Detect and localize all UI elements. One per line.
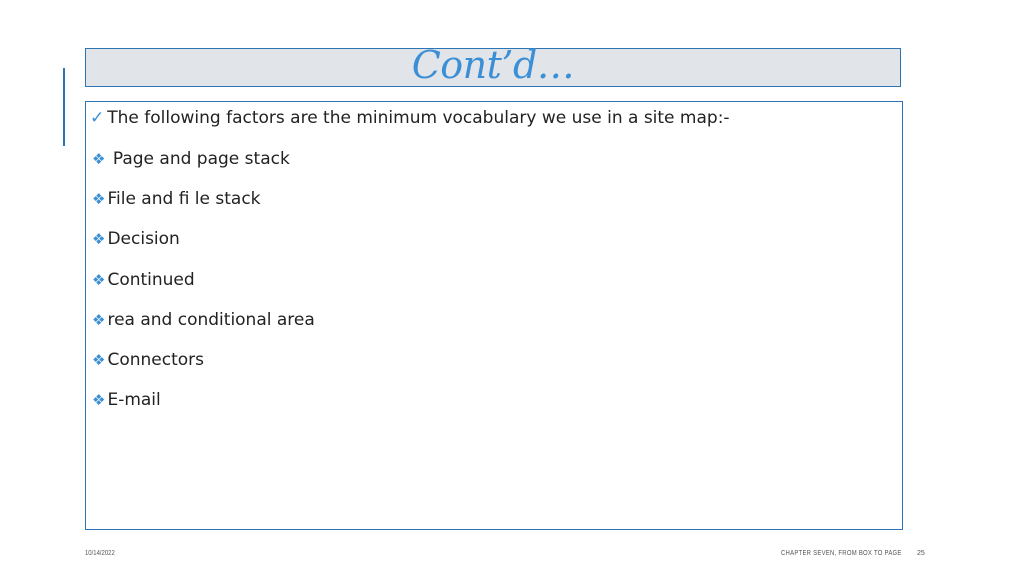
bullet-text: Connectors	[107, 349, 204, 370]
checkmark-icon: ✓	[90, 108, 105, 128]
list-item	[92, 148, 315, 188]
bullet-text: E-mail	[107, 390, 161, 411]
list-item	[92, 349, 315, 389]
intro-text: The following factors are the minimum vocabulary we use in a site map:-	[107, 108, 730, 128]
footer-page-number: 25	[917, 550, 925, 557]
diamond-bullet-icon: ❖	[92, 391, 106, 410]
diamond-bullet-icon: ❖	[92, 230, 106, 249]
footer-date: 10/14/2022	[85, 550, 115, 557]
bullet-text: Continued	[107, 269, 195, 290]
list-item	[92, 269, 315, 309]
diamond-bullet-icon: ❖	[92, 350, 106, 369]
bullet-text: File and fi le stack	[107, 189, 261, 210]
footer-chapter: CHAPTER SEVEN, FROM BOX TO PAGE	[781, 550, 902, 557]
accent-line	[63, 68, 65, 146]
diamond-bullet-icon: ❖	[92, 150, 106, 168]
diamond-bullet-icon: ❖	[92, 270, 106, 289]
bullet-text: Decision	[107, 229, 180, 250]
bullet-text: Page and page stack	[107, 149, 290, 169]
bullet-text: rea and conditional area	[107, 309, 315, 330]
list-item	[92, 389, 315, 429]
content-box	[85, 101, 903, 530]
list-item	[92, 228, 315, 268]
list-item	[92, 188, 315, 228]
title-box	[85, 42, 901, 87]
slide-title: Cont’d…	[411, 42, 575, 87]
intro-line	[90, 108, 730, 128]
bullet-list	[92, 148, 315, 429]
diamond-bullet-icon: ❖	[92, 310, 106, 329]
diamond-bullet-icon: ❖	[92, 190, 106, 209]
list-item	[92, 309, 315, 349]
